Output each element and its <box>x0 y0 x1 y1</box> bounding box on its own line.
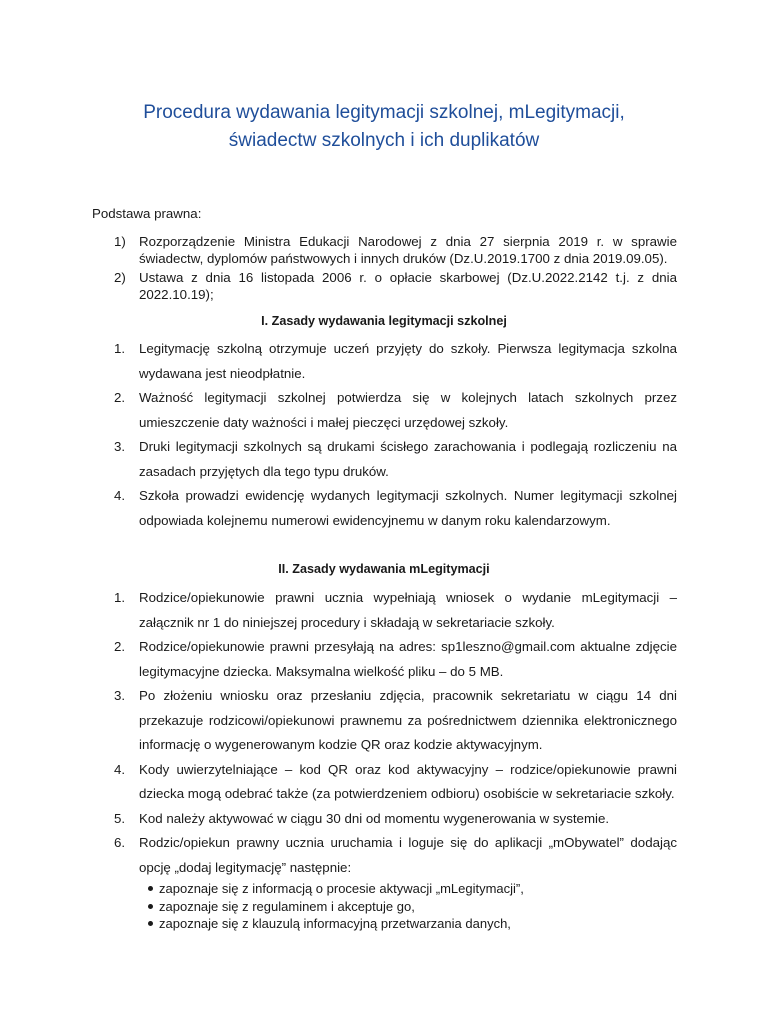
list-item <box>92 758 677 807</box>
list-item <box>92 635 677 684</box>
list-number: 4. <box>114 488 126 503</box>
list-item-text: Kod należy aktywować w ciągu 30 dni od momentu wygenerowania w systemie. <box>139 810 610 826</box>
section-2-list <box>92 586 677 880</box>
list-item-text: Rozporządzenie Ministra Edukacji Narodowej z dnia 27 sierpnia 2019 r. w sprawie świadectw, dyplomów państwowych i innych druków (Dz.U.2019.1700 z dnia 2019.09.05). <box>139 234 677 266</box>
list-item-text: Legitymację szkolną otrzymuje uczeń przyjęty do szkoły. Pierwsza legitymacja szkolna wydawana jest nieodpłatnie. <box>139 341 677 381</box>
list-number: 1. <box>114 590 126 605</box>
list-item-text: Rodzice/opiekunowie prawni przesyłają na adres: sp1leszno@gmail.com aktualne zdjęcie legitymacyjne dziecka. Maksymalna wielkość pliku – do 5 MB. <box>139 639 677 679</box>
legal-basis-item <box>92 233 677 267</box>
list-item <box>92 684 677 758</box>
document-title <box>0 99 768 155</box>
legal-basis-list <box>92 233 677 305</box>
list-item <box>92 337 677 386</box>
bullet-icon <box>148 886 153 891</box>
list-number: 6. <box>114 835 126 850</box>
bullet-icon <box>148 921 153 926</box>
list-number: 2) <box>114 270 126 285</box>
bullet-text: zapoznaje się z klauzulą informacyjną przetwarzania danych, <box>159 916 511 931</box>
list-number: 5. <box>114 810 126 826</box>
list-item <box>92 831 677 880</box>
list-item <box>92 435 677 484</box>
bullet-item <box>148 915 688 933</box>
list-item <box>92 807 677 832</box>
bullet-text: zapoznaje się z informacją o procesie aktywacji „mLegitymacji”, <box>159 881 524 896</box>
bullet-item <box>148 898 688 916</box>
list-item <box>92 386 677 435</box>
list-item-text: Szkoła prowadzi ewidencję wydanych legitymacji szkolnych. Numer legitymacji szkolnej odpowiada kolejnemu numerowi ewidencyjnemu w danym roku kalendarzowym. <box>139 488 677 528</box>
list-number: 3. <box>114 688 126 703</box>
list-item <box>92 484 677 533</box>
list-item-text: Po złożeniu wniosku oraz przesłaniu zdjęcia, pracownik sekretariatu w ciągu 14 dni przekazuje rodzicowi/opiekunowi prawnemu za pośrednictwem dziennika elektronicznego informację o wygenerowanym kodzie QR oraz kodzie aktywacyjnym. <box>139 688 677 752</box>
list-number: 2. <box>114 390 126 405</box>
list-item-text: Rodzice/opiekunowie prawni ucznia wypełniają wniosek o wydanie mLegitymacji – załącznik nr 1 do niniejszej procedury i składają w sekretariacie szkoły. <box>139 590 677 630</box>
section-1-list <box>92 337 677 533</box>
activation-steps-list <box>148 880 688 933</box>
bullet-text: zapoznaje się z regulaminem i akceptuje go, <box>159 898 415 914</box>
title-line-2: świadectw szkolnych i ich duplikatów <box>228 130 540 151</box>
list-number: 2. <box>114 639 126 654</box>
bullet-item <box>148 880 688 898</box>
list-number: 1. <box>114 341 126 356</box>
section-2-heading: II. Zasady wydawania mLegitymacji <box>278 562 490 576</box>
list-item <box>92 586 677 635</box>
list-number: 3. <box>114 439 126 454</box>
legal-basis-label: Podstawa prawna: <box>92 206 202 221</box>
list-number: 4. <box>114 761 126 777</box>
list-item-text: Druki legitymacji szkolnych są drukami ścisłego zarachowania i podlegają rozliczeniu na zasadach przyjętych dla tego typu druków. <box>139 439 677 479</box>
legal-basis-item <box>92 269 677 303</box>
list-item-text: Kody uwierzytelniające – kod QR oraz kod aktywacyjny – rodzice/opiekunowie prawni dziecka mogą odebrać także (za potwierdzeniem odbioru) osobiście w sekretariacie szkoły. <box>139 761 677 801</box>
title-line-1: Procedura wydawania legitymacji szkolnej, mLegitymacji, <box>143 102 625 123</box>
list-item-text: Ważność legitymacji szkolnej potwierdza się w kolejnych latach szkolnych przez umieszczenie daty ważności i małej pieczęci urzędowej szkoły. <box>139 390 677 430</box>
list-number: 1) <box>114 234 126 249</box>
list-item-text: Ustawa z dnia 16 listopada 2006 r. o opłacie skarbowej (Dz.U.2022.2142 t.j. z dnia 2022.10.19); <box>139 270 677 302</box>
bullet-icon <box>148 904 153 909</box>
list-item-text: Rodzic/opiekun prawny ucznia uruchamia i loguje się do aplikacji „mObywatel” dodając opcję „dodaj legitymację” następnie: <box>139 835 677 875</box>
section-1-heading: I. Zasady wydawania legitymacji szkolnej <box>261 314 507 328</box>
